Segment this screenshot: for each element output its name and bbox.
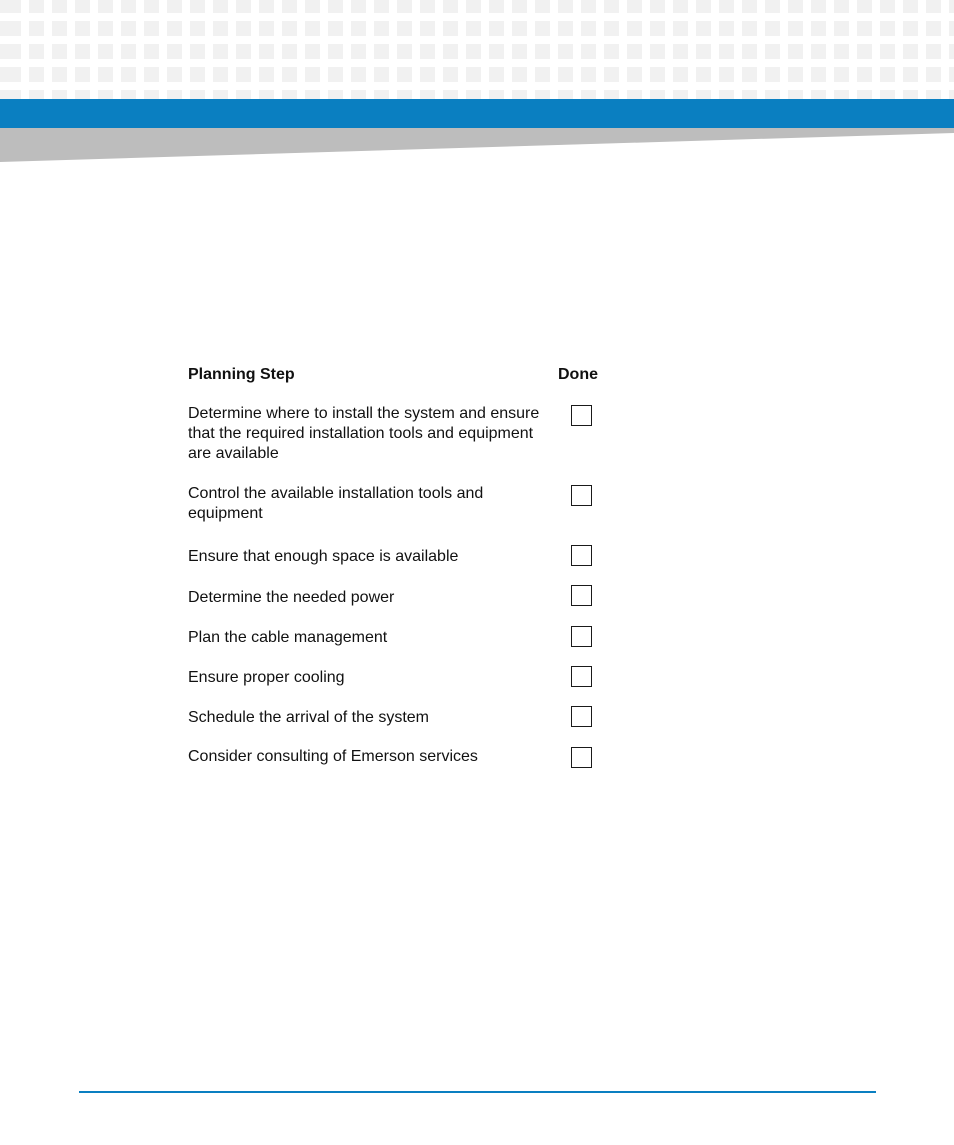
- step-checkbox[interactable]: [571, 706, 592, 727]
- step-checkbox[interactable]: [571, 545, 592, 566]
- step-label: Ensure proper cooling: [188, 669, 345, 686]
- column-header-done: Done: [558, 366, 598, 383]
- step-label: Schedule the arrival of the system: [188, 709, 430, 726]
- header-band: [0, 99, 954, 128]
- step-checkbox[interactable]: [571, 405, 592, 426]
- header-swoosh: [0, 128, 954, 164]
- header-pattern: [0, 0, 954, 100]
- step-checkbox[interactable]: [571, 626, 592, 647]
- planning-checklist: [188, 364, 628, 765]
- step-label: Control the available installation tools and equipment: [188, 485, 484, 522]
- step-checkbox[interactable]: [571, 585, 592, 606]
- step-label: Determine where to install the system and ensure that the required installation tools and equipment are available: [188, 405, 540, 462]
- step-checkbox[interactable]: [571, 747, 592, 768]
- footer-rule: [79, 1091, 876, 1093]
- checklist-header: [188, 364, 628, 386]
- step-label: Determine the needed power: [188, 589, 395, 606]
- step-label: Plan the cable management: [188, 629, 388, 646]
- column-header-planning-step: Planning Step: [188, 366, 295, 383]
- step-label: Consider consulting of Emerson services: [188, 748, 478, 765]
- step-checkbox[interactable]: [571, 485, 592, 506]
- step-checkbox[interactable]: [571, 666, 592, 687]
- step-label: Ensure that enough space is available: [188, 548, 459, 565]
